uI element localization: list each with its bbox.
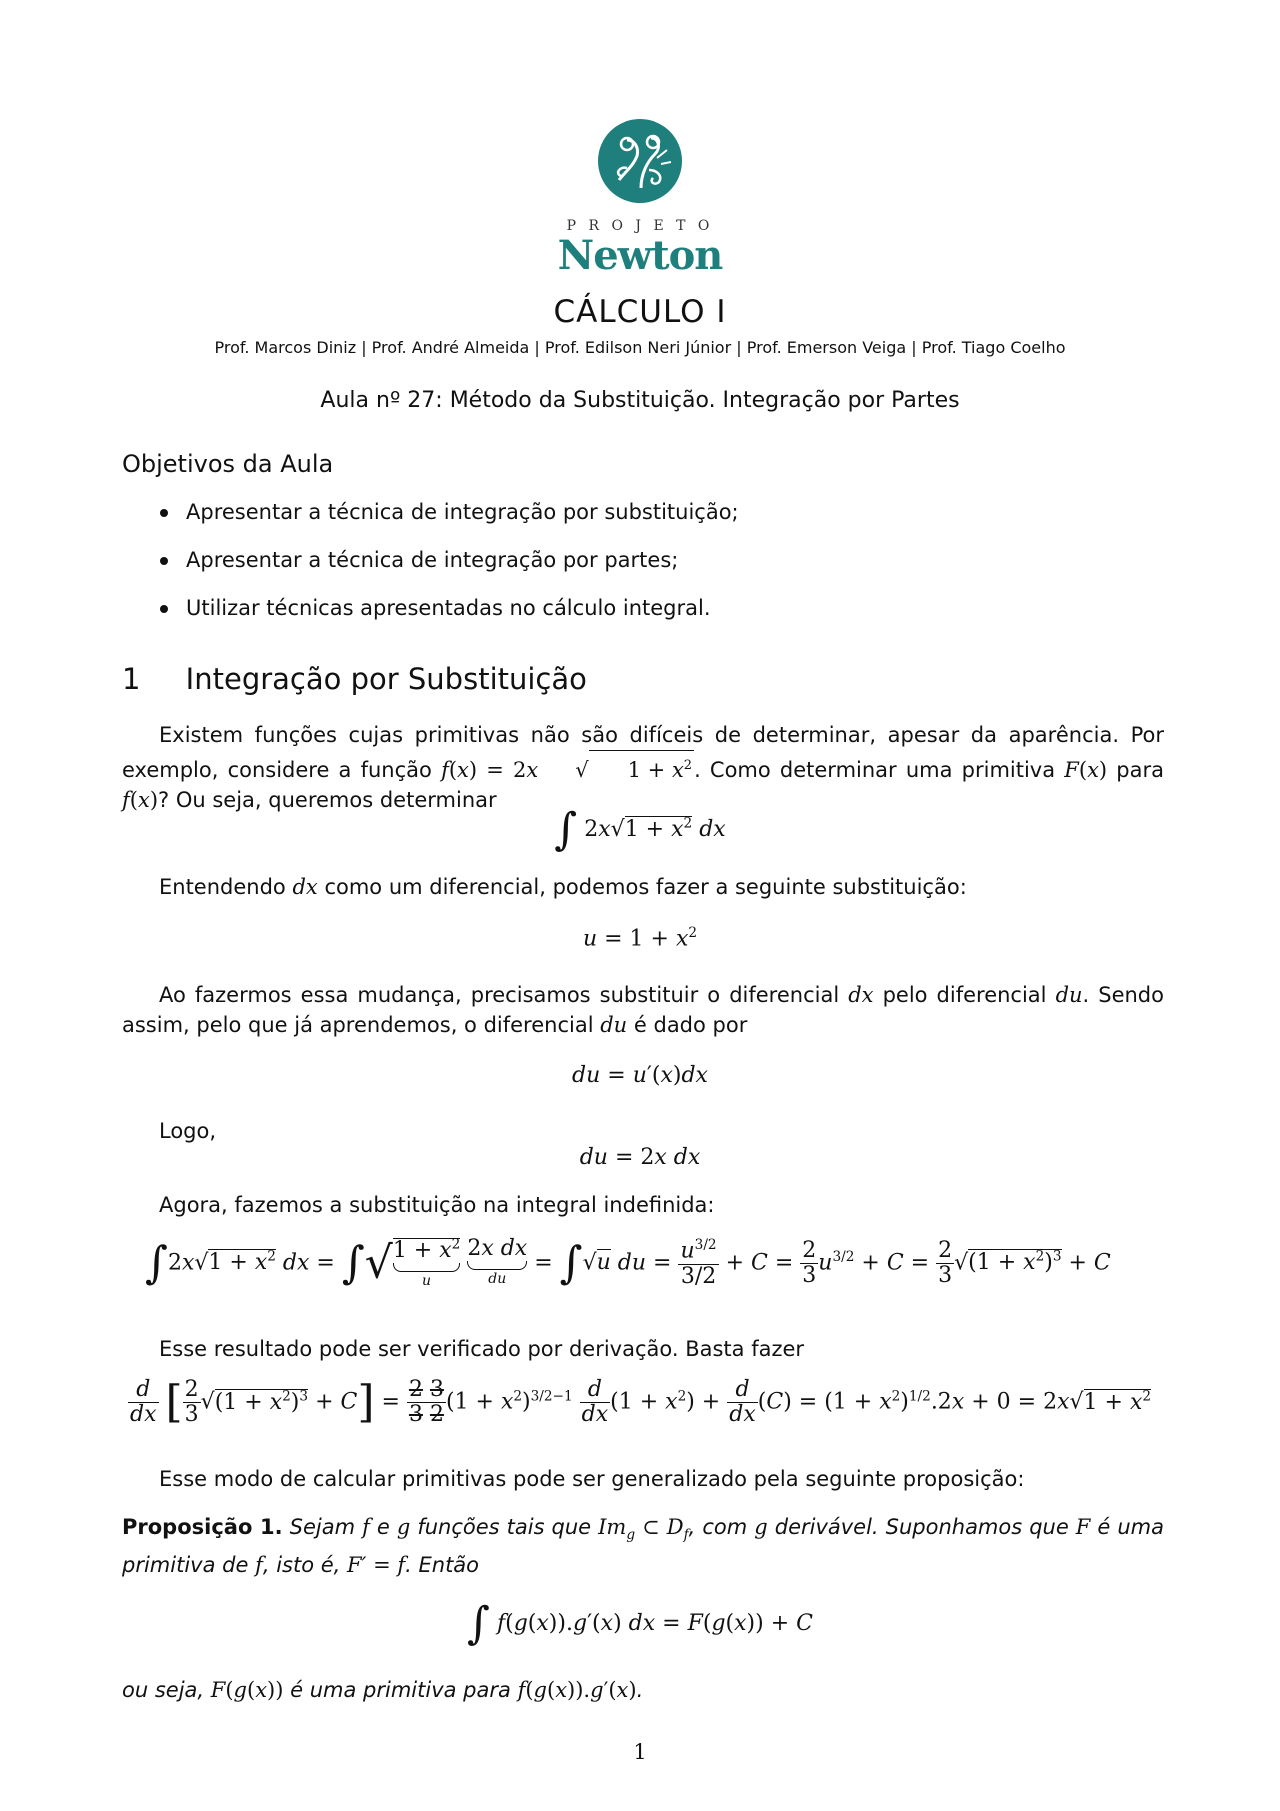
paragraph: Entendendo dx como um diferencial, podemos fazer a seguinte substituição: (159, 875, 967, 899)
equation-substitution: $\int 2x√1 + x^2$ dx = $\int√1 + x^2$ u 2x dx du = ∫√u du = $\frac{u^{3/2}}{3/2}$ + C = $\frac{2}{3}$ $u^{3/2} + C$ = $\frac{2}{3}$ $√(1 + x^2)^3 + C$ (145, 1236, 1111, 1290)
bullet-icon (160, 605, 168, 613)
objectives-heading: Objetivos da Aula (122, 450, 334, 478)
paragraph: Esse modo de calcular primitivas pode ser generalizado pela seguinte proposição: (159, 1467, 1025, 1491)
objectives-item: Apresentar a técnica de integração por partes; (160, 545, 678, 575)
authors-line: Prof. Marcos Diniz | Prof. André Almeida | Prof. Edilson Neri Júnior | Prof. Emerson Veiga | Prof. Tiago Coelho (214, 338, 1066, 357)
page-title: CÁLCULO I (553, 294, 727, 330)
equation-verification: $\frac{d}{dx}$ [ $\frac{2}{3}$ $√(1 + x^2)^3 + C$] = $\frac{2 3}{3 2}$ $(1 + x^2)^{3/2-1}$ $\frac{d}{dx}$ $(1 + x^2)$ + $\frac{d}{dx}$ $(C) = (1 + x^2)^{1/2}.2x + 0 = 2x√1 + x^2$ (130, 1376, 1152, 1428)
page-number: 1 (633, 1740, 647, 1764)
paragraph: Agora, fazemos a substituição na integral indefinida: (159, 1193, 715, 1217)
equation-proposition: ∫ f(g(x)).g′(x) dx = F(g(x)) + C (467, 1598, 813, 1649)
proposition-label: Proposição 1. (122, 1515, 283, 1539)
section-heading (122, 662, 587, 696)
objectives-item: Utilizar técnicas apresentadas no cálculo integral. (160, 593, 711, 623)
section-number: 1 (122, 662, 141, 696)
proposition-conclusion: ou seja, F(g(x)) é uma primitiva para f(g(x)).g′(x). (122, 1678, 644, 1702)
bullet-icon (160, 509, 168, 517)
section-title: Integração por Substituição (185, 662, 587, 696)
tree-emblem-icon (597, 118, 683, 204)
equation-du-2xdx: du = 2x dx (579, 1145, 701, 1170)
equation-u: $u = 1 + x^2$ (582, 925, 698, 952)
paragraph: Esse resultado pode ser verificado por derivação. Basta fazer (159, 1337, 805, 1361)
bullet-icon (160, 557, 168, 565)
logo-word-top: P R O J E T O (566, 218, 714, 234)
equation-du: du = u′(x)dx (572, 1063, 708, 1088)
paragraph: Logo, (159, 1119, 217, 1143)
equation-integral: ∫ $2x√1 + x^2$ dx (554, 804, 726, 855)
paragraph: Ao fazermos essa mudança, precisamos substituir o diferencial dx pelo diferencial du. Sendo assim, pelo que já aprendemos, o diferencial du é dado por (122, 983, 1164, 1037)
objectives-item: Apresentar a técnica de integração por substituição; (160, 497, 739, 527)
lecture-title: Aula nº 27: Método da Substituição. Integração por Partes (320, 388, 960, 413)
paragraph: Existem funções cujas primitivas não são difíceis de determinar, apesar da aparência. Por exemplo, considere a função f(x) = 2x √ $1 + x^2$. Como determinar uma primitiva F(x) para f(x)? Ou seja, queremos determinar (122, 723, 1164, 812)
logo-word-main: Newton (557, 232, 723, 279)
proposition: Proposição 1. Sejam f e g funções tais que $Im_g$ ⊂ $D_f$, com g derivável. Suponhamos que F é uma primitiva de f, isto é, F′ = f. Então (122, 1515, 1164, 1578)
projeto-newton-logo (0, 118, 1280, 278)
